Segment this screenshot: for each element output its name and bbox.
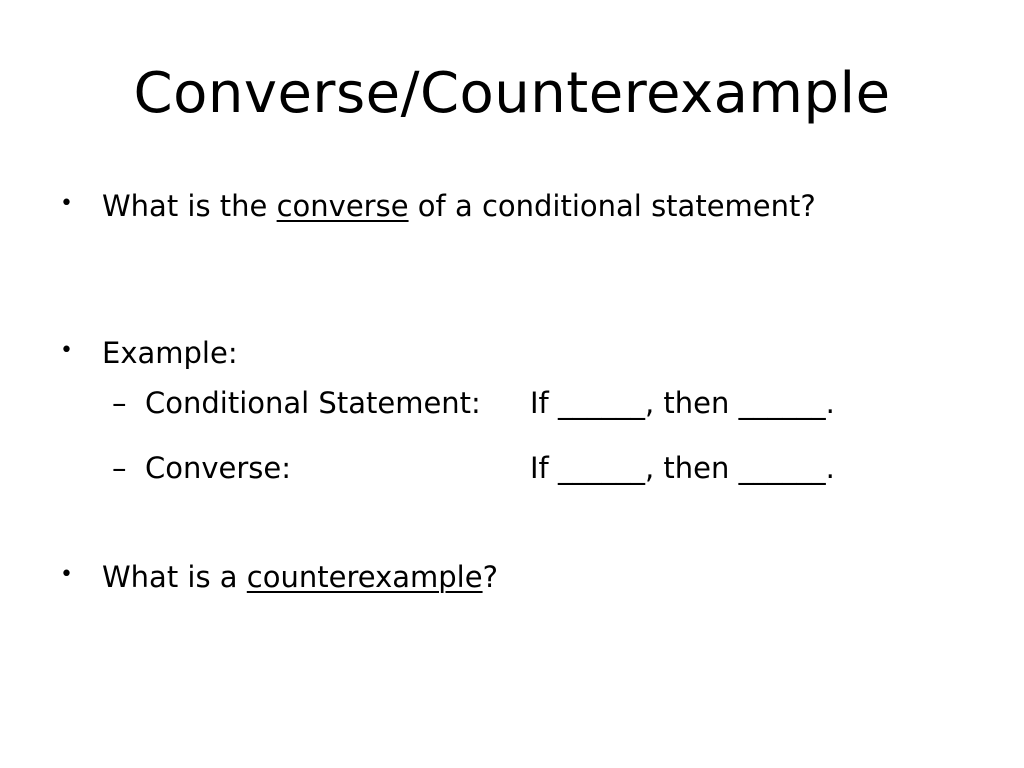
bullet-text-after: ? [482, 560, 498, 594]
bullet-converse-question [102, 186, 816, 226]
bullet-marker: • [60, 191, 73, 216]
bullet-text-before: What is the [102, 189, 277, 223]
sub-dash: – [112, 451, 127, 485]
converse-term: converse [276, 189, 409, 223]
converse-label: Converse: [145, 451, 292, 485]
bullet-example: Example: [102, 336, 238, 370]
sub-dash: – [112, 386, 127, 420]
converse-template: If ______, then ______. [530, 451, 835, 485]
bullet-text-before: What is a [102, 560, 247, 594]
slide-title: Converse/Counterexample [133, 61, 891, 126]
bullet-text-after: of a conditional statement? [408, 189, 816, 223]
conditional-statement-label: Conditional Statement: [145, 386, 481, 420]
counterexample-term: counterexample [246, 560, 483, 594]
bullet-counterexample-question [102, 557, 498, 597]
conditional-statement-template: If ______, then ______. [530, 386, 835, 420]
bullet-marker: • [60, 338, 73, 363]
bullet-marker: • [60, 562, 73, 587]
